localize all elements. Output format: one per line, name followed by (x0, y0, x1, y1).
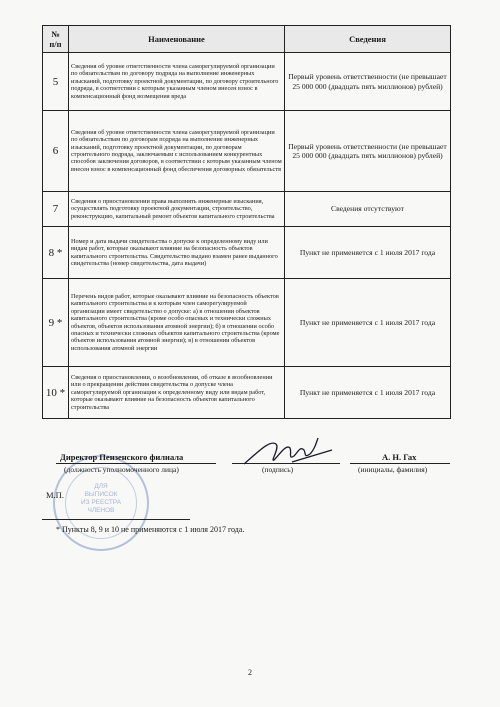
table-row (43, 192, 451, 227)
row-num: 6 (43, 111, 69, 192)
header-num: № п/п (43, 26, 69, 53)
handwritten-signature (240, 430, 340, 470)
table-row (43, 53, 451, 111)
name-caption: (инициалы, фамилия) (358, 465, 428, 474)
row-name: Сведения о приостановлении, о возобновлении, об отказе в возобновлении или о прекращении действия свидетельства о допуске члена саморегулируемой организации к определенному виду или видам работ, которые оказывают влияние на безопасность объектов капитального строительства (69, 367, 285, 419)
row-num: 5 (43, 53, 69, 111)
page-number: 2 (248, 668, 252, 677)
row-num: 7 (43, 192, 69, 227)
footnote-line (42, 519, 190, 520)
row-name: Сведения о приостановлении права выполнять инженерные изыскания, осуществлять подготовку проектной документации, строительство, реконструкцию, капитальный ремонт объектов капитального строительства (69, 192, 285, 227)
name-line (350, 463, 450, 464)
signature-caption: (подпись) (262, 465, 294, 474)
header-info: Сведения (285, 26, 451, 53)
row-info: Первый уровень ответственности (не превышает 25 000 000 (двадцать пять миллионов) рублей) (285, 111, 451, 192)
row-info: Сведения отсутствуют (285, 192, 451, 227)
signer-name: А. Н. Гах (382, 452, 417, 462)
row-info: Пункт не применяется с 1 июля 2017 года (285, 227, 451, 279)
footnote: * Пункты 8, 9 и 10 не применяются с 1 июля 2017 года. (56, 525, 245, 534)
table-row (43, 227, 451, 279)
row-info: Первый уровень ответственности (не превышает 25 000 000 (двадцать пять миллионов) рублей) (285, 53, 451, 111)
row-name: Перечень видов работ, которые оказывают влияние на безопасность объектов капитального строительства и к которым член саморегулируемой организации имеет свидетельство о допуске: а) в отношении объектов капитального строительства (кроме особо опасных и технически сложных объектов, объектов использования атомной энергии); б) в отношении особо опасных и технически сложных объектов капитального строительства (кроме объектов использования атомной энергии); в) в отношении объектов использования атомной энергии (69, 279, 285, 367)
row-info: Пункт не применяется с 1 июля 2017 года (285, 279, 451, 367)
seal-label: М.П. (46, 490, 64, 500)
registry-table (42, 25, 451, 419)
row-name: Сведения об уровне ответственности члена саморегулируемой организации по обязательствам по договору подряда на выполнение инженерных изысканий, подготовку проектной документации, по договору строительного подряда, в соответствии с которым указанным членом внесен взнос в компенсационный фонд возмещения вреда (69, 53, 285, 111)
row-num: 9 * (43, 279, 69, 367)
position-caption: (должность уполномоченного лица) (64, 465, 179, 474)
row-name: Сведения об уровне ответственности члена саморегулируемой организации по обязательствам по договорам подряда на выполнение инженерных изысканий, подготовку проектной документации, по договорам строительного подряда, заключаемым с использованием конкурентных способов заключения договоров, в соответствии с которым указанным членом внесен взнос в компенсационный фонд обеспечения договорных обязательств (69, 111, 285, 192)
signer-position: Директор Пензенского филиала (60, 452, 184, 462)
row-num: 8 * (43, 227, 69, 279)
table-row (43, 367, 451, 419)
header-name: Наименование (69, 26, 285, 53)
table-header-row (43, 26, 451, 53)
row-info: Пункт не применяется с 1 июля 2017 года (285, 367, 451, 419)
table-row (43, 279, 451, 367)
position-line (56, 463, 216, 464)
row-name: Номер и дата выдачи свидетельства о допуске к определенному виду или видам работ, которые оказывают влияние на безопасность объектов капитального строительства. Свидетельство выдано взамен ранее выданного свидетельства (номер свидетельства, дата выдачи) (69, 227, 285, 279)
table-row (43, 111, 451, 192)
row-num: 10 * (43, 367, 69, 419)
registry-stamp: ДЛЯ ВЫПИСОК ИЗ РЕЕСТРА ЧЛЕНОВ (53, 455, 149, 551)
signature-line (232, 463, 340, 464)
